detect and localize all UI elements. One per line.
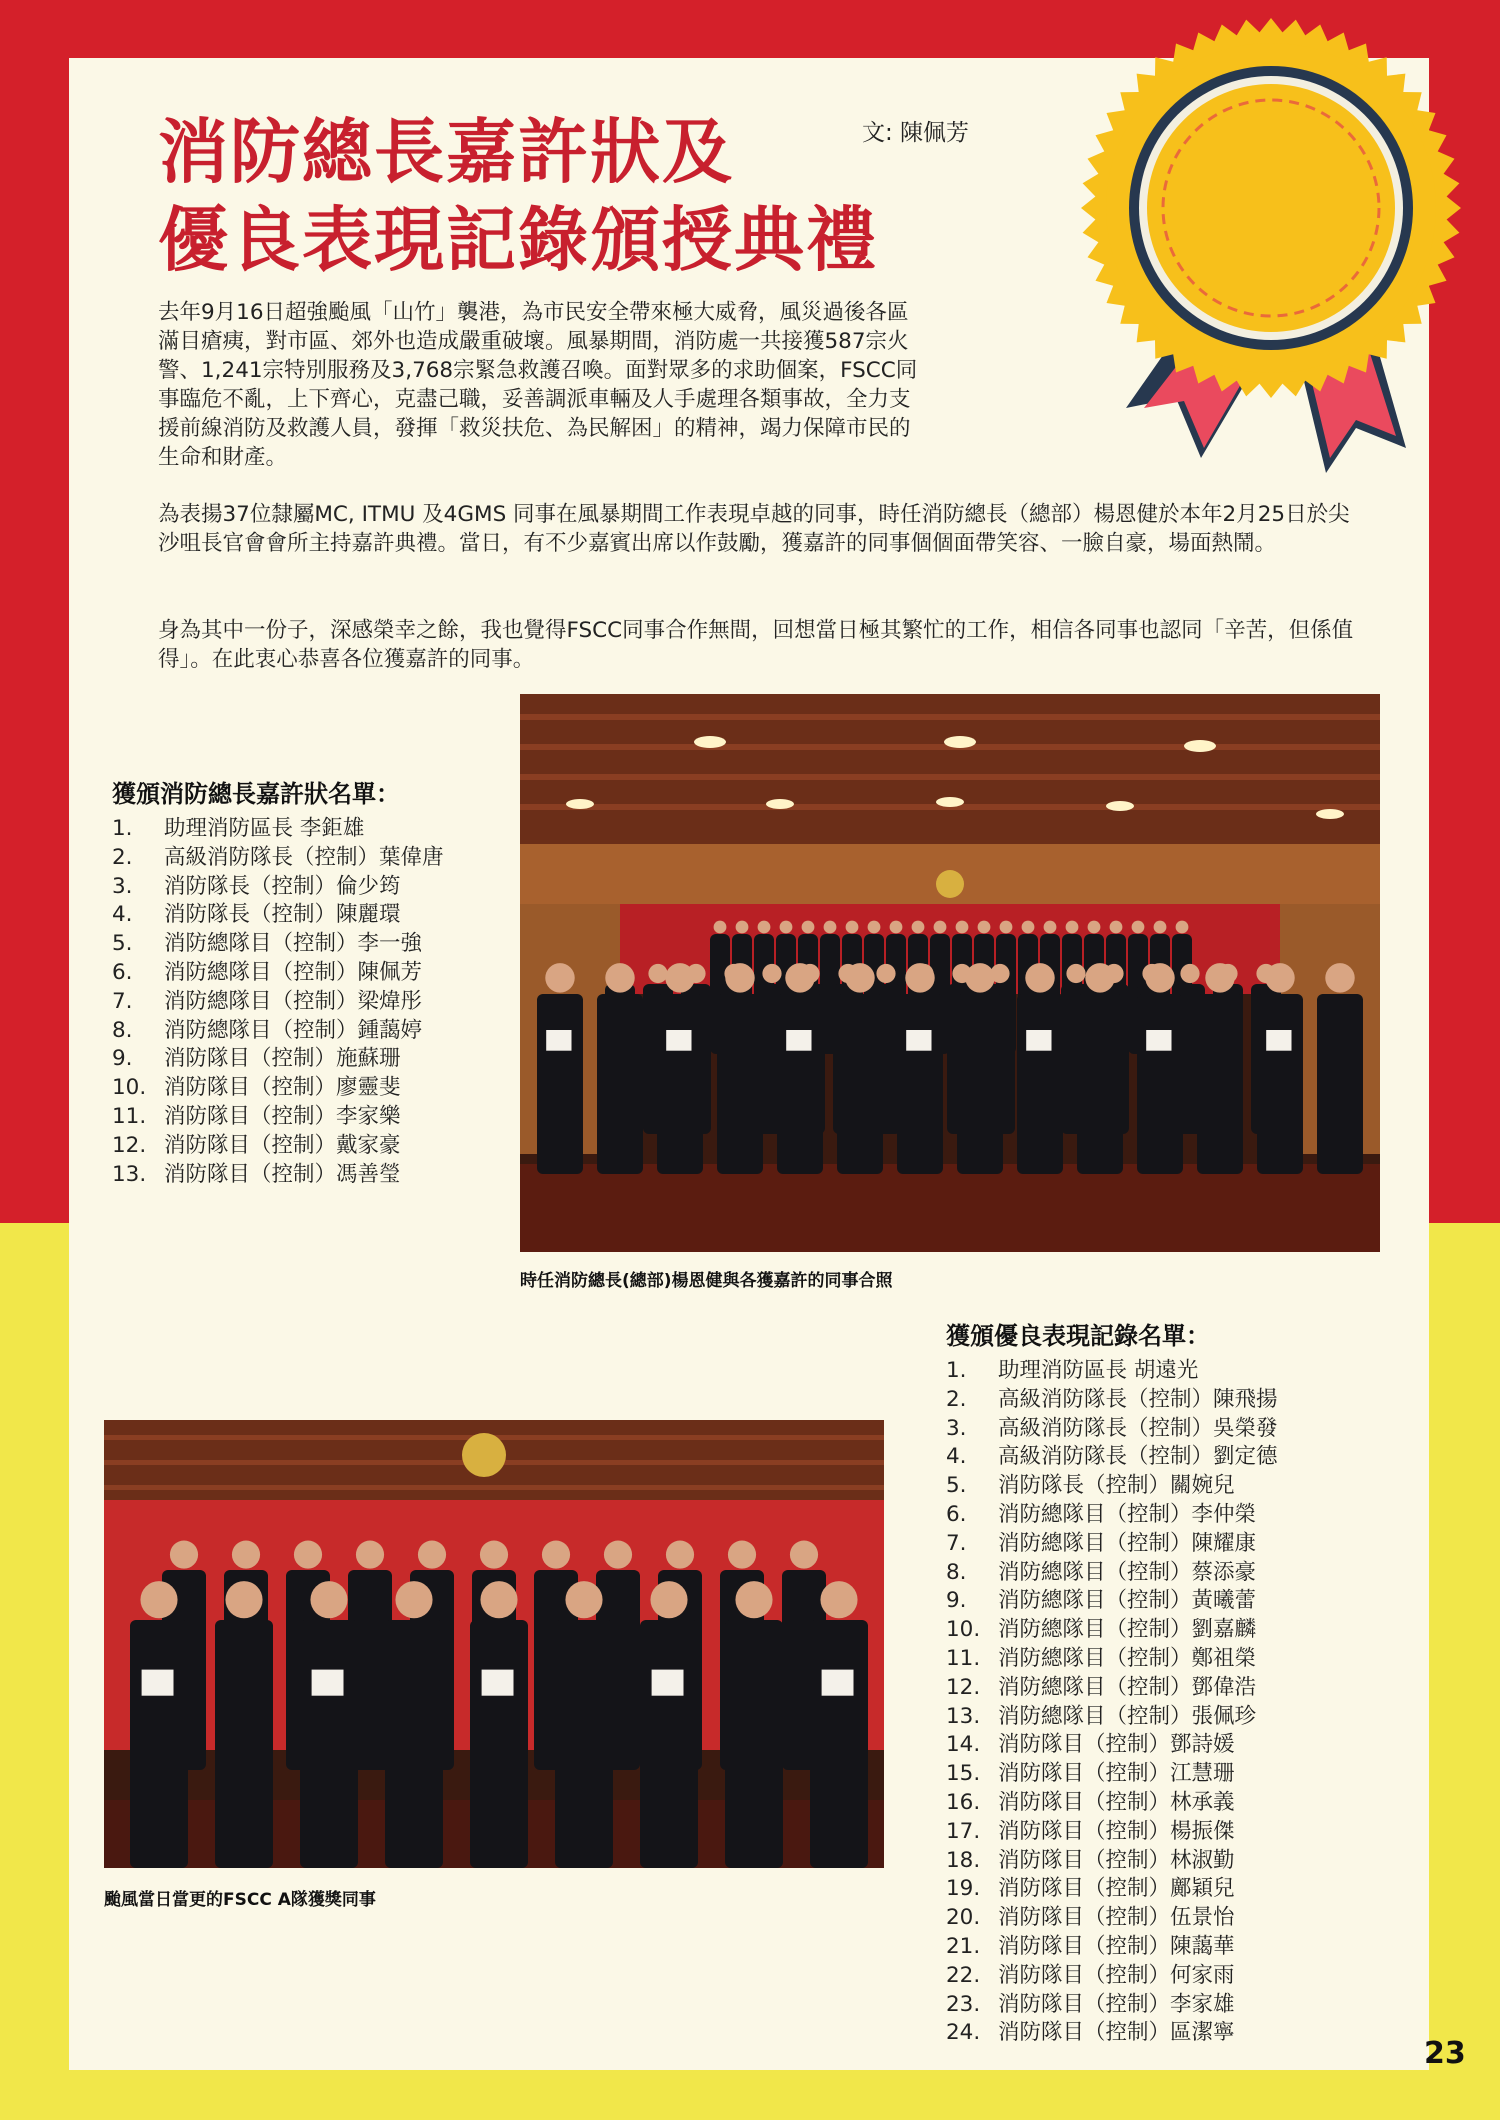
list-item-number: 9. — [112, 1046, 133, 1072]
list-item-number: 8. — [112, 1017, 133, 1043]
list-item-name: 助理消防區長 胡遠光 — [998, 1358, 1199, 1383]
list-item — [112, 1132, 444, 1161]
photo1-caption: 時任消防總長(總部)楊恩健與各獲嘉許的同事合照 — [520, 1271, 893, 1291]
list-item-number: 3. — [112, 873, 133, 899]
list-item-name: 消防總隊目（控制）鍾藹婷 — [164, 1017, 423, 1043]
list-item-name: 消防隊目（控制）廖靈斐 — [164, 1075, 401, 1101]
list-item-number: 10. — [112, 1075, 147, 1101]
list-item-number: 18. — [946, 1847, 981, 1873]
commendation-list-heading: 獲頒消防總長嘉許狀名單： — [112, 780, 400, 808]
list-item-name: 消防隊目（控制）李家雄 — [998, 1991, 1235, 2017]
list-item — [946, 1645, 1278, 1674]
merit-record-list-heading: 獲頒優良表現記錄名單： — [946, 1322, 1210, 1350]
list-item-number: 1. — [112, 816, 133, 841]
list-item-number: 24. — [946, 2020, 981, 2046]
list-item-name: 消防隊目（控制）區潔寧 — [998, 2020, 1235, 2046]
list-item — [946, 1386, 1278, 1415]
list-item-name: 消防隊目（控制）何家雨 — [998, 1962, 1235, 1988]
commendation-list-items — [112, 815, 444, 1189]
list-item-number: 21. — [946, 1933, 981, 1959]
list-item-name: 消防隊目（控制）施蘇珊 — [164, 1046, 401, 1072]
list-item-number: 12. — [946, 1674, 981, 1700]
list-item — [112, 930, 444, 959]
list-item-number: 19. — [946, 1876, 981, 1902]
list-item — [112, 988, 444, 1017]
list-item-number: 22. — [946, 1962, 981, 1988]
list-item-number: 6. — [112, 959, 133, 985]
list-item-name: 消防隊目（控制）林淑勤 — [998, 1847, 1235, 1873]
list-item-name: 消防隊目（控制）林承義 — [998, 1789, 1235, 1815]
list-item-name: 消防總隊目（控制）鄧偉浩 — [998, 1674, 1257, 1700]
list-item — [946, 1703, 1278, 1732]
list-item — [946, 1415, 1278, 1444]
list-item-name: 消防隊目（控制）陳藹華 — [998, 1933, 1235, 1959]
list-item-number: 15. — [946, 1761, 981, 1787]
group-photo-team-a — [104, 1420, 884, 1868]
list-item-number: 13. — [946, 1703, 981, 1729]
list-item-number: 10. — [946, 1617, 981, 1643]
list-item-number: 11. — [112, 1103, 147, 1129]
list-item-name: 消防隊目（控制）馮善瑩 — [164, 1161, 401, 1187]
list-item — [946, 1559, 1278, 1588]
merit-record-list-items — [946, 1357, 1278, 2048]
title-line-2: 優良表現記錄頒授典禮 — [158, 199, 878, 281]
list-item-name: 消防總隊目（控制）李一強 — [164, 931, 423, 957]
list-item — [946, 2019, 1278, 2048]
list-item-name: 消防總隊目（控制）鄭祖榮 — [998, 1645, 1257, 1671]
list-item-name: 消防總隊目（控制）李仲榮 — [998, 1501, 1257, 1527]
list-item — [112, 815, 444, 844]
list-item-name: 助理消防區長 李鉅雄 — [164, 816, 365, 841]
list-item-name: 消防隊目（控制）楊振傑 — [998, 1818, 1235, 1844]
list-item-name: 消防總隊目（控制）陳耀康 — [998, 1530, 1257, 1556]
list-item-number: 13. — [112, 1161, 147, 1187]
list-item — [946, 1731, 1278, 1760]
list-item-number: 2. — [112, 844, 133, 870]
list-item — [946, 1587, 1278, 1616]
list-item — [946, 1616, 1278, 1645]
list-item — [112, 1161, 444, 1190]
list-item — [946, 1991, 1278, 2020]
list-item — [112, 1103, 444, 1132]
list-item-number: 16. — [946, 1789, 981, 1815]
list-item-number: 7. — [112, 988, 133, 1014]
list-item-name: 消防隊目（控制）鄺穎兒 — [998, 1876, 1235, 1902]
list-item-name: 消防隊目（控制）江慧珊 — [998, 1761, 1235, 1787]
merit-record-list — [946, 1316, 1278, 2048]
list-item — [112, 1045, 444, 1074]
list-item — [112, 1017, 444, 1046]
list-item-number: 9. — [946, 1588, 967, 1614]
author-credit: 文: 陳佩芳 — [862, 120, 970, 146]
page-number: 23 — [1424, 2036, 1466, 2071]
list-item-number: 11. — [946, 1645, 981, 1671]
list-item — [946, 1789, 1278, 1818]
list-item — [946, 1962, 1278, 1991]
list-item-number: 14. — [946, 1732, 981, 1758]
list-item-name: 高級消防隊長（控制）陳飛揚 — [998, 1386, 1278, 1412]
list-item — [946, 1530, 1278, 1559]
list-item — [946, 1904, 1278, 1933]
list-item-name: 消防隊長（控制）關婉兒 — [998, 1473, 1235, 1499]
list-item-number: 4. — [112, 902, 133, 928]
list-item-name: 高級消防隊長（控制）吳榮發 — [998, 1415, 1278, 1441]
list-item-number: 8. — [946, 1559, 967, 1585]
list-item — [946, 1760, 1278, 1789]
list-item-number: 23. — [946, 1991, 981, 2017]
list-item — [946, 1847, 1278, 1876]
list-item-number: 12. — [112, 1132, 147, 1158]
list-item — [112, 901, 444, 930]
list-item-number: 20. — [946, 1905, 981, 1931]
list-item — [946, 1875, 1278, 1904]
commendation-list — [112, 774, 444, 1189]
medal-badge-icon — [1066, 8, 1476, 498]
list-item — [946, 1357, 1278, 1386]
list-item — [112, 873, 444, 902]
group-photo-ceremony — [520, 694, 1380, 1252]
article-title — [158, 108, 878, 284]
list-item — [112, 959, 444, 988]
paragraph-3: 身為其中一份子，深感榮幸之餘，我也覺得FSCC同事合作無間，回想當日極其繁忙的工作，相信各同事也認同「辛苦，但係值得」。在此衷心恭喜各位獲嘉許的同事。 — [158, 618, 1354, 672]
list-item-name: 消防隊長（控制）陳麗環 — [164, 902, 401, 928]
list-item — [946, 1818, 1278, 1847]
list-item-number: 1. — [946, 1358, 967, 1383]
list-item-number: 4. — [946, 1444, 967, 1470]
list-item-name: 消防總隊目（控制）黃曦蕾 — [998, 1588, 1257, 1614]
title-line-1: 消防總長嘉許狀及 — [158, 111, 734, 193]
list-item-name: 消防隊目（控制）戴家豪 — [164, 1132, 401, 1158]
list-item-name: 消防總隊目（控制）蔡添豪 — [998, 1559, 1257, 1585]
paragraph-2: 為表揚37位隸屬MC, ITMU 及4GMS 同事在風暴期間工作表現卓越的同事，時任消防總長（總部）楊恩健於本年2月25日於尖沙咀長官會會所主持嘉許典禮。當日，有不少嘉賓出席以作鼓勵，獲嘉許的同事個個面帶笑容、一臉自豪，場面熱鬧。 — [158, 502, 1350, 556]
list-item-name: 消防總隊目（控制）陳佩芳 — [164, 959, 423, 985]
list-item-name: 消防隊長（控制）倫少筠 — [164, 873, 401, 899]
list-item-name: 消防總隊目（控制）劉嘉麟 — [998, 1617, 1257, 1643]
list-item-name: 消防隊目（控制）李家樂 — [164, 1103, 401, 1129]
list-item-name: 高級消防隊長（控制）劉定德 — [998, 1444, 1278, 1470]
list-item-name: 消防總隊目（控制）張佩珍 — [998, 1703, 1257, 1729]
list-item-number: 17. — [946, 1818, 981, 1844]
list-item-name: 高級消防隊長（控制）葉偉唐 — [164, 844, 444, 870]
list-item-number: 7. — [946, 1530, 967, 1556]
photo2-caption: 颱風當日當更的FSCC A隊獲獎同事 — [104, 1890, 376, 1910]
list-item-number: 5. — [112, 931, 133, 957]
list-item-name: 消防總隊目（控制）梁煒彤 — [164, 988, 423, 1014]
list-item — [112, 1074, 444, 1103]
list-item — [112, 844, 444, 873]
list-item — [946, 1674, 1278, 1703]
list-item-number: 5. — [946, 1473, 967, 1499]
list-item-number: 3. — [946, 1415, 967, 1441]
list-item-name: 消防隊目（控制）鄧詩媛 — [998, 1732, 1235, 1758]
list-item-number: 2. — [946, 1386, 967, 1412]
paragraph-1: 去年9月16日超強颱風「山竹」襲港，為市民安全帶來極大威脅，風災過後各區滿目瘡痍，對市區、郊外也造成嚴重破壞。風暴期間，消防處一共接獲587宗火警、1,241宗特別服務及3,768宗緊急救護召喚。面對眾多的求助個案，FSCC同事臨危不亂，上下齊心，克盡己職，妥善調派車輛及人手處理各類事故，全力支援前線消防及救護人員，發揮「救災扶危、為民解困」的精神，竭力保障市民的生命和財產。 — [158, 300, 918, 470]
list-item — [946, 1472, 1278, 1501]
list-item-name: 消防隊目（控制）伍景怡 — [998, 1905, 1235, 1931]
list-item — [946, 1933, 1278, 1962]
list-item-number: 6. — [946, 1501, 967, 1527]
list-item — [946, 1501, 1278, 1530]
list-item — [946, 1443, 1278, 1472]
